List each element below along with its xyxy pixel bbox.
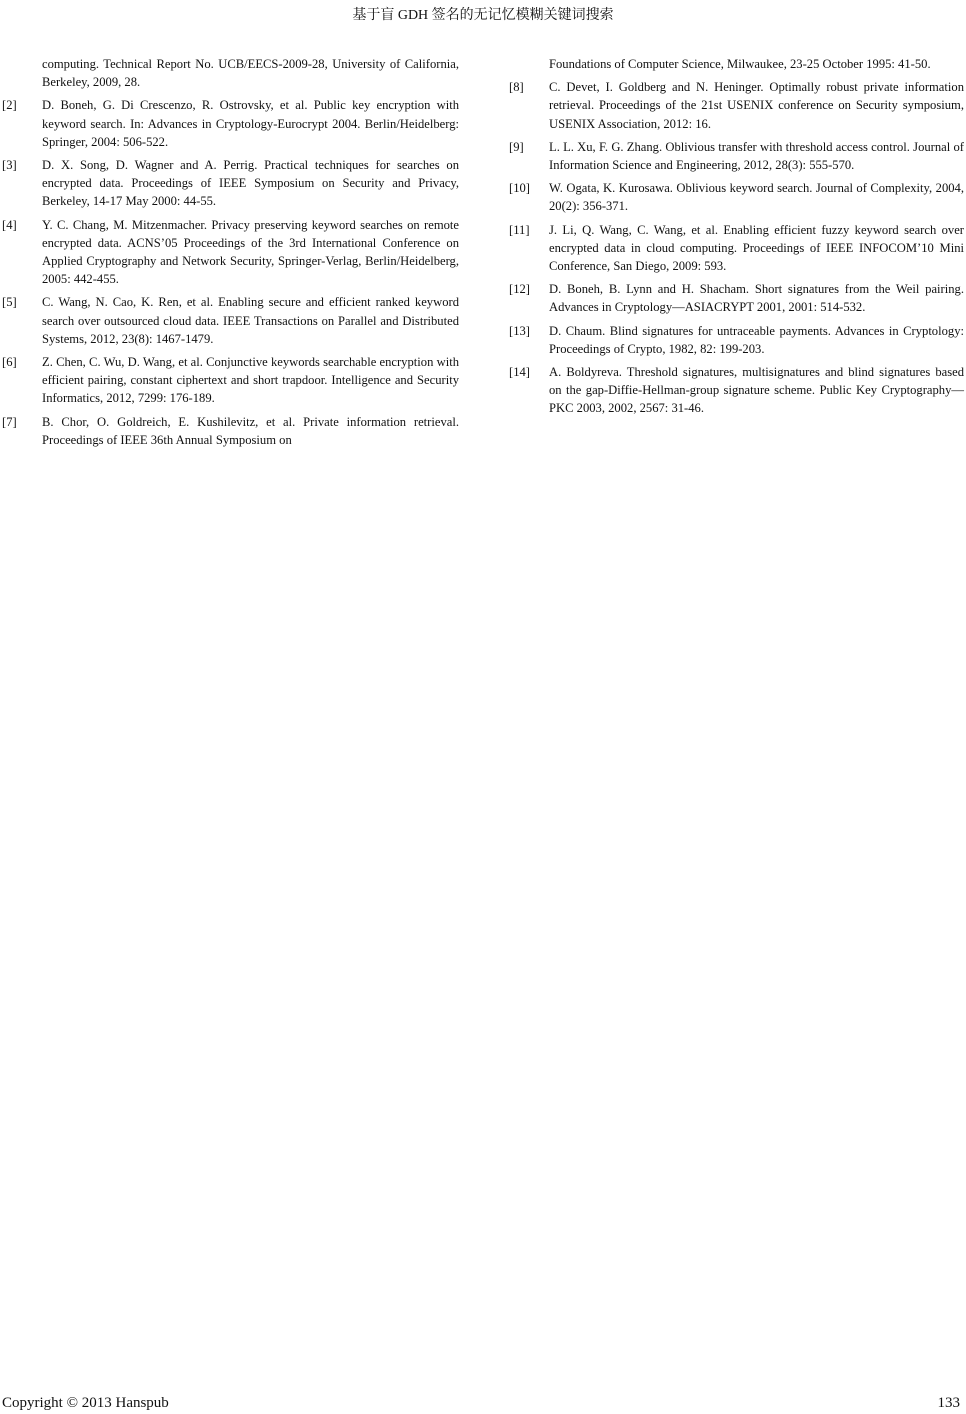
reference-number: [14]	[509, 365, 530, 380]
reference-text: D. Chaum. Blind signatures for untraceable payments. Advances in Cryptology: Proceedings of Crypto, 1982, 82: 199-203.	[549, 323, 964, 356]
reference-entry	[509, 179, 964, 215]
reference-text: L. L. Xu, F. G. Zhang. Oblivious transfer with threshold access control. Journal of Information Science and Engineering, 2012, 28(3): 555-570.	[549, 139, 964, 173]
reference-text: D. Boneh, B. Lynn and H. Shacham. Short signatures from the Weil pairing. Advances in Cryptology—ASIACRYPT 2001, 2001: 514-532.	[549, 282, 964, 315]
reference-entry	[509, 138, 964, 174]
reference-number: [4]	[2, 217, 17, 232]
reference-text: Y. C. Chang, M. Mitzenmacher. Privacy preserving keyword searches on remote encrypted data. ACNS’05 Proceedings of the 3rd International Conference on Applied Cryptography and Network Security, Springer-Verlag, Berlin/Heidelberg, 2005: 442-455.	[42, 217, 459, 287]
reference-entry	[2, 293, 459, 348]
copyright-notice: Copyright © 2013 Hanspub	[2, 1395, 169, 1411]
reference-text: A. Boldyreva. Threshold signatures, multisignatures and blind signatures based on the gap-Diffie-Hellman-group signature scheme. Public Key Cryptography—PKC 2003, 2002, 2567: 31-46.	[549, 365, 964, 416]
reference-text: C. Devet, I. Goldberg and N. Heninger. Optimally robust private information retrieval. Proceedings of the 21st USENIX conference on Security symposium, USENIX Association, 2012: 16.	[549, 80, 964, 131]
reference-text: C. Wang, N. Cao, K. Ren, et al. Enabling secure and efficient ranked keyword search over outsourced cloud data. IEEE Transactions on Parallel and Distributed Systems, 2012, 23(8): 1467-1479.	[42, 295, 459, 346]
references-right-column	[509, 55, 964, 423]
reference-number: [6]	[2, 355, 17, 370]
reference-entry	[2, 353, 459, 408]
reference-entry	[2, 216, 459, 289]
reference-text: B. Chor, O. Goldreich, E. Kushilevitz, et al. Private information retrieval. Proceedings of IEEE 36th Annual Symposium on	[42, 414, 459, 447]
reference-number: [7]	[2, 414, 17, 429]
reference-number: [3]	[2, 158, 17, 173]
reference-entry	[2, 413, 459, 449]
reference-number: [9]	[509, 139, 524, 154]
reference-text: computing. Technical Report No. UCB/EECS-2009-28, University of California, Berkeley, 2009, 28.	[42, 57, 459, 90]
reference-entry	[509, 78, 964, 133]
reference-entry	[509, 322, 964, 358]
reference-number: [8]	[509, 80, 524, 95]
reference-number: [12]	[509, 282, 530, 297]
running-head-title: 基于盲 GDH 签名的无记忆模糊关键词搜索	[352, 8, 614, 23]
reference-entry	[2, 96, 459, 151]
references-left-column	[2, 55, 459, 454]
reference-entry	[509, 55, 964, 73]
reference-text: W. Ogata, K. Kurosawa. Oblivious keyword search. Journal of Complexity, 2004, 20(2): 356-371.	[549, 181, 964, 214]
reference-number: [13]	[509, 323, 530, 338]
reference-number: [11]	[509, 222, 530, 237]
reference-number: [10]	[509, 181, 530, 196]
reference-text: D. Boneh, G. Di Crescenzo, R. Ostrovsky, et al. Public key encryption with keyword search. In: Advances in Cryptology-Eurocrypt 2004. Berlin/Heidelberg: Springer, 2004: 506-522.	[42, 98, 459, 149]
reference-text: D. X. Song, D. Wagner and A. Perrig. Practical techniques for searches on encrypted data. Proceedings of IEEE Symposium on Security and Privacy, Berkeley, 14-17 May 2000: 44-55.	[42, 158, 459, 209]
reference-number: [5]	[2, 295, 17, 310]
reference-entry	[2, 156, 459, 211]
reference-entry	[509, 221, 964, 276]
page-number: 133	[937, 1395, 960, 1411]
reference-entry	[509, 363, 964, 418]
reference-number: [2]	[2, 98, 17, 113]
reference-text: Foundations of Computer Science, Milwaukee, 23-25 October 1995: 41-50.	[549, 57, 931, 71]
reference-entry	[2, 55, 459, 91]
reference-text: Z. Chen, C. Wu, D. Wang, et al. Conjunctive keywords searchable encryption with efficient pairing, constant ciphertext and short trapdoor. Intelligence and Security Informatics, 2012, 7299: 176-189.	[42, 355, 459, 406]
reference-text: J. Li, Q. Wang, C. Wang, et al. Enabling efficient fuzzy keyword search over encrypted data in cloud computing. Proceedings of IEEE INFOCOM’10 Mini Conference, San Diego, 2009: 593.	[549, 222, 964, 274]
reference-entry	[509, 280, 964, 316]
